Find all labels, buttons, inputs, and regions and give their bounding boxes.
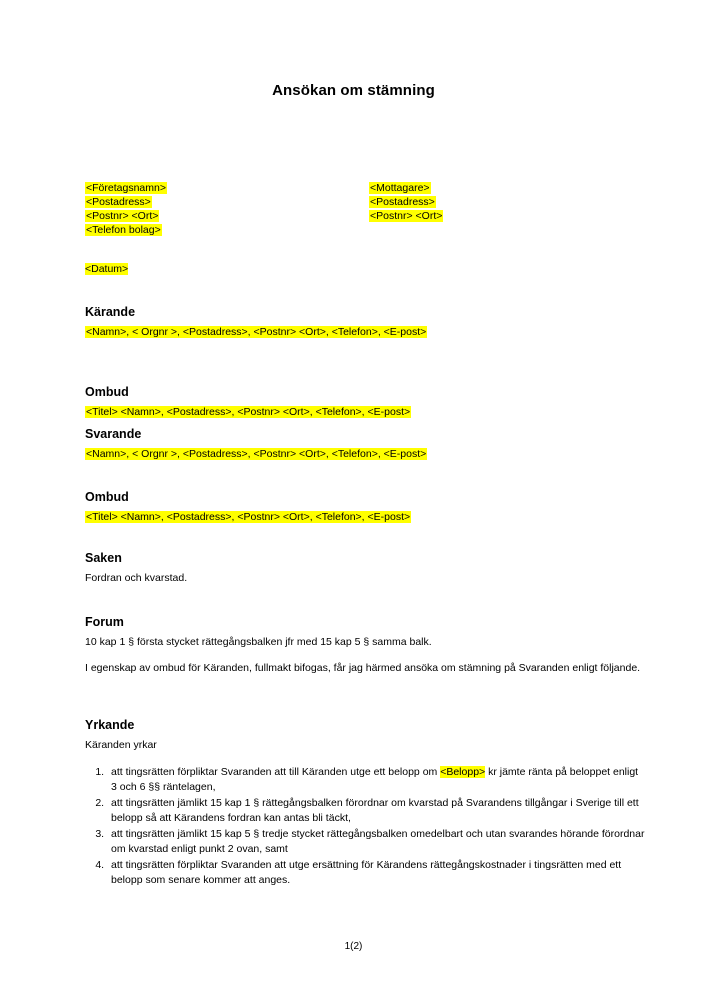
ombud-2-details: [85, 510, 645, 525]
sender-company: <Företagsnamn>: [86, 182, 166, 194]
ombud-2-details-text: <Titel> <Namn>, <Postadress>, <Postnr> <Ort>, <Telefon>, <E-post>: [86, 511, 411, 523]
section-heading-karande: Kärande: [85, 305, 136, 319]
receiver-street: <Postadress>: [370, 196, 435, 208]
svarande-details-text: <Namn>, < Orgnr >, <Postadress>, <Postnr> <Ort>, <Telefon>, <E-post>: [86, 448, 427, 460]
receiver-postal-city: <Postnr> <Ort>: [370, 210, 443, 222]
list-item: [107, 796, 645, 825]
date-placeholder: <Datum>: [85, 263, 129, 275]
yrkande-intro: Käranden yrkar: [85, 739, 157, 751]
page-number: 1(2): [344, 941, 363, 952]
section-svarande: [85, 427, 645, 462]
sender-phone: <Telefon bolag>: [86, 224, 161, 236]
section-heading-yrkande: Yrkande: [85, 718, 135, 732]
yrkande-list: [85, 765, 645, 887]
section-ombud-svarande: [85, 490, 645, 525]
forum-intro-text: I egenskap av ombud för Käranden, fullmakt bifogas, får jag härmed ansöka om stämning på Svaranden enligt följande.: [85, 662, 641, 674]
list-item: [107, 827, 645, 856]
section-heading-ombud-1: Ombud: [85, 385, 129, 399]
list-item: [107, 858, 645, 887]
section-heading-ombud-2: Ombud: [85, 490, 129, 504]
list-item: [107, 765, 645, 794]
svarande-details: [85, 447, 645, 462]
section-ombud-karande: [85, 385, 645, 420]
page-title: Ansökan om stämning: [272, 82, 435, 99]
section-forum: [85, 615, 645, 676]
claim-1-before: att tingsrätten förpliktar Svaranden att till Käranden utge ett belopp om: [111, 766, 441, 778]
claim-4-text: att tingsrätten förpliktar Svaranden att utge ersättning för Kärandens rättegångskostnader i tingsrätten med ett belopp som senare kommer att anges.: [111, 859, 622, 886]
ombud-1-details: [85, 405, 645, 420]
section-yrkande: [85, 718, 645, 889]
claim-3-text: att tingsrätten jämlikt 15 kap 5 § tredje stycket rättegångsbalken omedelbart och utan svarandes hörande förordnar om kvarstad enligt punkt 2 ovan, samt: [111, 828, 645, 855]
ombud-1-details-text: <Titel> <Namn>, <Postadress>, <Postnr> <Ort>, <Telefon>, <E-post>: [86, 406, 411, 418]
claim-2-text: att tingsrätten jämlikt 15 kap 1 § rättegångsbalken förordnar om kvarstad på Svarandens tillgångar i Sverige till ett belopp så att Kärandens fordran kan antas bli täckt,: [111, 797, 639, 824]
section-heading-svarande: Svarande: [85, 427, 142, 441]
sender-postal-city: <Postnr> <Ort>: [86, 210, 159, 222]
receiver-name: <Mottagare>: [370, 182, 430, 194]
forum-text: 10 kap 1 § första stycket rättegångsbalken jfr med 15 kap 5 § samma balk.: [85, 636, 432, 648]
section-saken: [85, 551, 645, 586]
section-karande: [85, 305, 645, 340]
saken-text: Fordran och kvarstad.: [85, 572, 188, 584]
sender-street: <Postadress>: [86, 196, 151, 208]
claim-1-after: kr jämte ränta på beloppet enligt 3 och 6 §§ räntelagen,: [111, 766, 639, 793]
date-block: [85, 263, 128, 275]
receiver-address-block: [369, 181, 443, 223]
section-heading-forum: Forum: [85, 615, 124, 629]
section-heading-saken: Saken: [85, 551, 122, 565]
karande-details-text: <Namn>, < Orgnr >, <Postadress>, <Postnr> <Ort>, <Telefon>, <E-post>: [86, 326, 427, 338]
karande-details: [85, 325, 645, 340]
sender-address-block: [85, 181, 167, 237]
claim-1-amount: <Belopp>: [440, 766, 486, 778]
